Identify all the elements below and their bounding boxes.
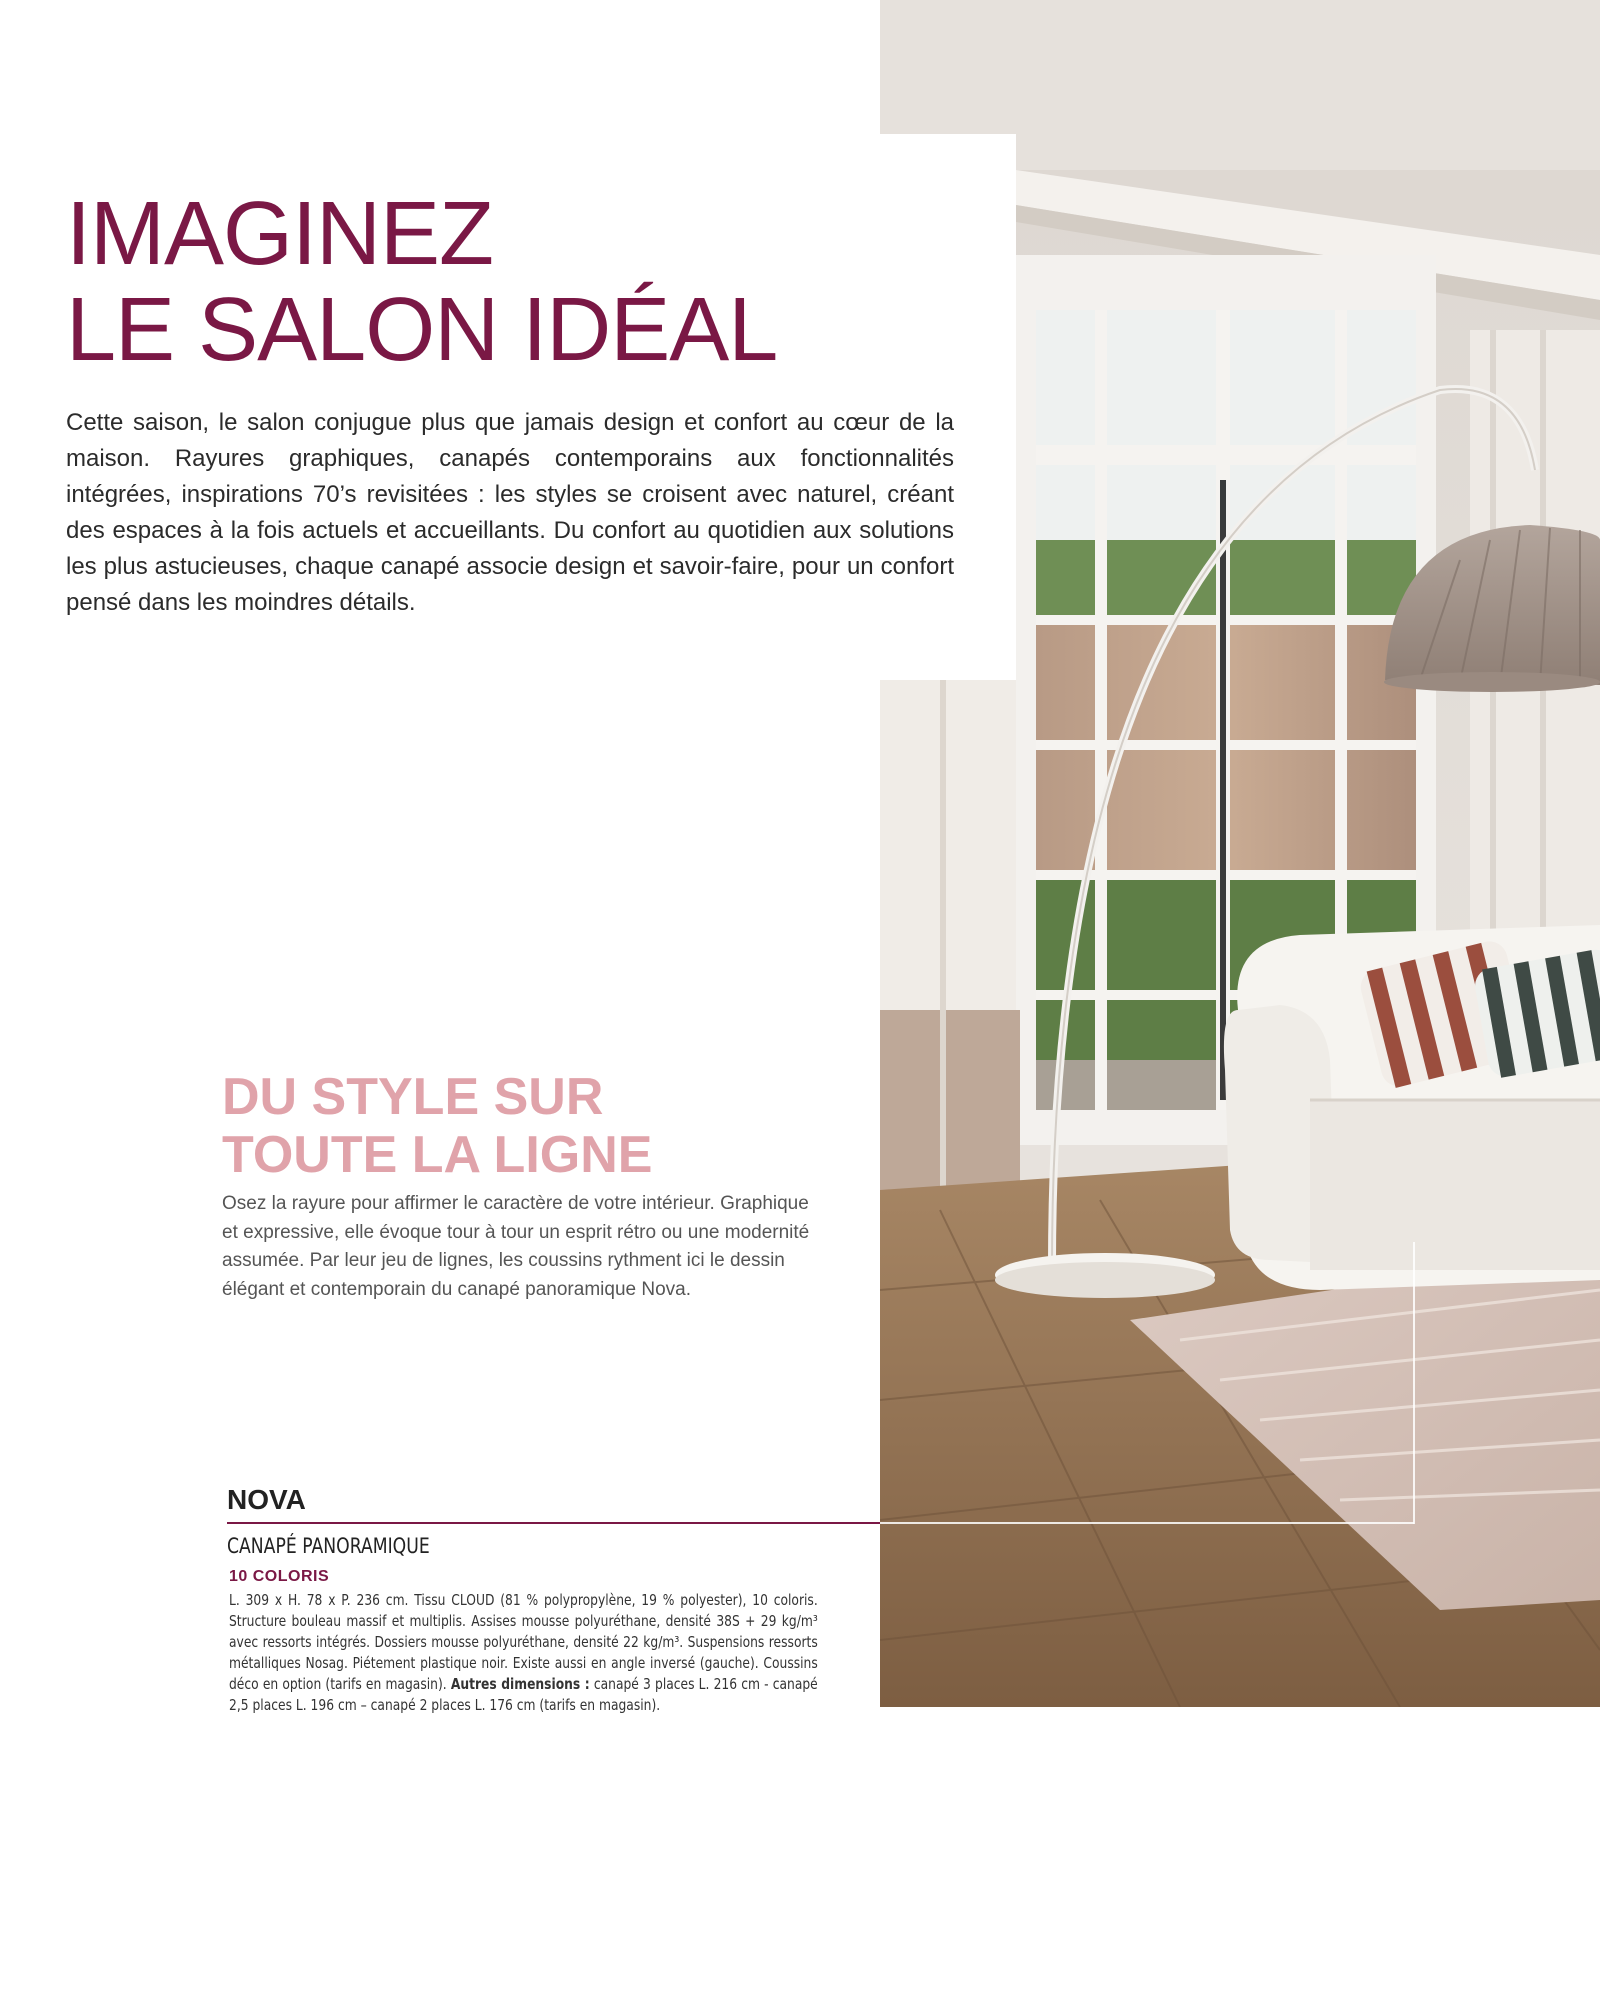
page-title-line-2: LE SALON IDÉAL bbox=[66, 280, 778, 380]
product-specs-main: L. 309 x H. 78 x P. 236 cm. Tissu CLOUD (81 % polypropylène, 19 % polyester), 10 coloris. Structure bouleau massif et multiplis. Assises mousse polyuréthane, densité 38S + 29 kg/m³ avec ressorts intégrés. Dossiers mousse polyuréthane, densité 22 kg/m³. Suspensions ressorts métalliques Nosag. Piétement plastique noir. Existe aussi en angle inversé (gauche). Coussins déco en option (tarifs en magasin). bbox=[229, 1591, 818, 1693]
style-section-title-line-2: TOUTE LA LIGNE bbox=[222, 1126, 653, 1184]
intro-paragraph: Cette saison, le salon conjugue plus que jamais design et confort au cœur de la maison. Rayures graphiques, canapés contemporains aux fonctionnalités intégrées, inspirations 70’s revisitées : les styles se croisent avec naturel, créant des espaces à la fois actuels et accueillants. Du confort au quotidien aux solutions les plus astucieuses, chaque canapé associe design et savoir-faire, pour un confort pensé dans les moindres détails. bbox=[66, 409, 954, 616]
product-specs-bold: Autres dimensions : bbox=[450, 1675, 590, 1693]
product-frame-line bbox=[1413, 1242, 1415, 1524]
product-divider bbox=[227, 1522, 880, 1524]
product-colors: 10 COLORIS bbox=[229, 1568, 330, 1585]
style-section-paragraph: Osez la rayure pour affirmer le caractère de votre intérieur. Graphique et expressive, elle évoque tour à tour un esprit rétro ou une modernité assumée. Par leur jeu de lignes, les coussins rythment ici le dessin élégant et contemporain du canapé panoramique Nova. bbox=[222, 1193, 810, 1300]
page-title-line-1: IMAGINEZ bbox=[66, 184, 494, 284]
style-section-title-line-1: DU STYLE SUR bbox=[222, 1068, 604, 1126]
product-name: NOVA bbox=[227, 1484, 306, 1515]
product-type: CANAPÉ PANORAMIQUE bbox=[227, 1534, 430, 1558]
style-section-title bbox=[222, 1068, 652, 1184]
product-specs-end: canapé 3 places L. 216 cm - canapé 2,5 places L. 196 cm – canapé 2 places L. 176 cm (tarifs en magasin). bbox=[229, 1675, 818, 1714]
page-title bbox=[66, 186, 777, 378]
product-divider-overlay bbox=[880, 1522, 1414, 1524]
product-specs bbox=[229, 1590, 818, 1716]
